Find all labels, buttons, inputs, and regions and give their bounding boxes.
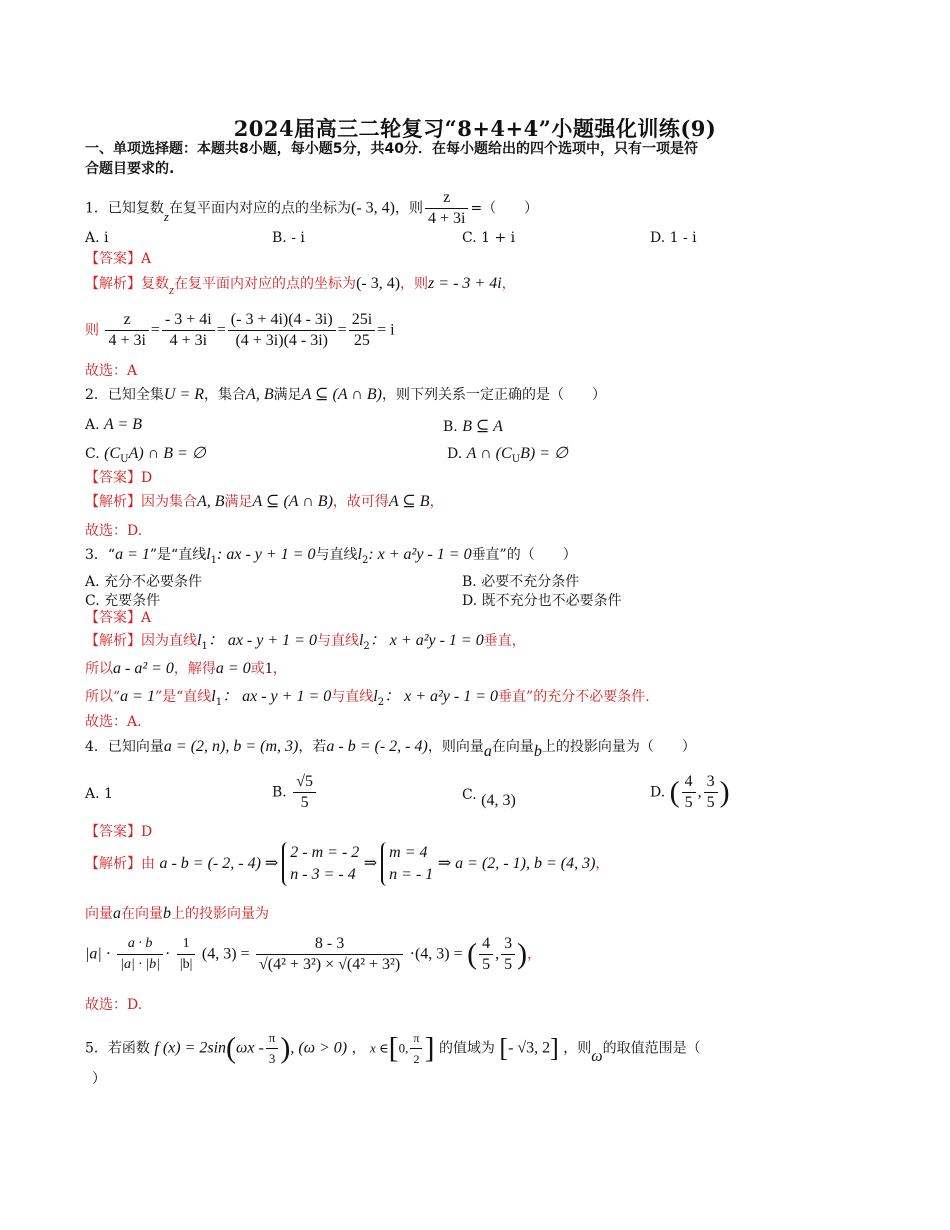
q4-option-a[interactable]: A. 1 bbox=[85, 786, 113, 802]
q4-solution-3: |a| · $\frac{a \cdot b}{|a| \cdot |b|}$ · $\frac{1}{|b|}$ (4, 3) = $\frac{8 - 3}{\text{√(4² + 3²) × √(4² + 3²)}}$ ·(4, 3) = ( $\frac{4}{5}$ , $\frac{3}{5}$ )， bbox=[85, 935, 542, 973]
q5-stem: 5．若函数 f (x) = 2sin(ωx - $\frac{\pi}{3}$ ), (ω > 0) ， x ∈[0, $\frac{\pi}{2}$ ] 的值域为 [- √3, 2] ，则ω的取值范围是（ bbox=[85, 1030, 701, 1066]
q3-solution-2: 所以a - a² = 0，解得a = 0或1， bbox=[85, 660, 287, 677]
q4-conclusion: 故选：D. bbox=[85, 997, 143, 1013]
q3-solution-3: 所以“a = 1”是“直线$l_1$： ax - y + 1 = 0与直线$l_2$： x + a²y - 1 = 0垂直”的充分不必要条件. bbox=[85, 688, 650, 708]
q2-answer: 【答案】D bbox=[85, 470, 153, 486]
q1-option-d[interactable]: D. 1 - i bbox=[650, 230, 697, 246]
q1-option-b[interactable]: B. - i bbox=[272, 230, 305, 246]
q3-answer: 【答案】A bbox=[85, 610, 152, 626]
q3-option-d[interactable]: D. 既不充分也不必要条件 bbox=[462, 593, 622, 609]
q1-stem: 1．已知复数z在复平面内对应的点的坐标为(- 3, 4)，则 $\frac{z}{4 + 3i}$ =（ ） bbox=[85, 189, 539, 227]
q4-solution-2: 向量a在向量b上的投影向量为 bbox=[85, 905, 269, 922]
q1-option-c[interactable]: C. 1 + i bbox=[462, 230, 516, 246]
q2-option-d[interactable]: D. A ∩ $(C_UB)$ = ∅ bbox=[447, 445, 568, 465]
section-heading-2: 合题目要求的. bbox=[85, 161, 175, 177]
q3-option-c[interactable]: C. 充要条件 bbox=[85, 593, 161, 609]
q1-option-a[interactable]: A. i bbox=[85, 230, 109, 246]
q3-solution-1: 【解析】因为直线$l_1$： ax - y + 1 = 0与直线$l_2$： x + a²y - 1 = 0垂直， bbox=[85, 632, 526, 652]
q2-solution: 【解析】因为集合A, B满足A ⊆ (A ∩ B)，故可得A ⊆ B， bbox=[85, 493, 444, 510]
q2-option-c[interactable]: C. $(C_UA)$ ∩ B = ∅ bbox=[85, 445, 206, 465]
q1-solution-2: 则 $\frac{z}{4 + 3i}$ = $\frac{- 3 + 4i}{4 + 3i}$ = $\frac{(- 3 + 4i)(4 - 3i)}{(4 + 3i)(4 - 3i)}$ = $\frac{25i}{25}$ = i bbox=[85, 311, 395, 349]
q3-option-b[interactable]: B. 必要不充分条件 bbox=[462, 574, 580, 590]
section-heading-1: 一、单项选择题：本题共8小题，每小题5分，共40分．在每小题给出的四个选项中，只有一项是符 bbox=[85, 141, 698, 157]
q3-stem: 3．“a = 1”是“直线$l_1$: ax - y + 1 = 0与直线$l_2$: x + a²y - 1 = 0垂直”的（ ） bbox=[85, 546, 577, 566]
q5-close-paren: ） bbox=[92, 1071, 106, 1087]
q3-option-a[interactable]: A. 充分不必要条件 bbox=[85, 574, 203, 590]
q4-solution-1: 【解析】由 a - b = (- 2, - 4) ⇒ 2 - m = - 2 n - 3 = - 4 ⇒ m = 4 n = - 1 ⇒ a = (2, - 1), b = (4, 3)， bbox=[85, 842, 609, 886]
q4-option-c[interactable]: C. (4, 3) bbox=[462, 787, 516, 809]
q4-answer: 【答案】D bbox=[85, 824, 153, 840]
q1-answer: 【答案】A bbox=[85, 251, 152, 267]
q4-option-d[interactable]: D. ( $\frac{4}{5}$ , $\frac{3}{5}$ ) bbox=[650, 773, 730, 811]
q4-stem: 4．已知向量a = (2, n), b = (m, 3)，若a - b = (- 2, - 4)，则向量a在向量b上的投影向量为（ ） bbox=[85, 738, 696, 760]
q1-fraction: $\frac{z}{4 + 3i}$ bbox=[425, 188, 468, 229]
page-title: 2024届高三二轮复习“8+4+4”小题强化训练(9) bbox=[233, 116, 717, 141]
q3-conclusion: 故选：A. bbox=[85, 714, 142, 730]
q1-solution-1: 【解析】复数z在复平面内对应的点的坐标为(- 3, 4)，则z = - 3 + 4i， bbox=[85, 275, 516, 297]
q2-option-a[interactable]: A. A = B bbox=[85, 416, 143, 433]
q4-option-b[interactable]: B. $\frac{√5}{5}$ bbox=[272, 772, 318, 813]
q2-stem: 2．已知全集U = R，集合A, B满足A ⊆ (A ∩ B)，则下列关系一定正确的是（ ） bbox=[85, 386, 606, 403]
q1-conclusion: 故选：A bbox=[85, 363, 138, 379]
q2-conclusion: 故选：D. bbox=[85, 523, 143, 539]
q2-option-b[interactable]: B. B ⊆ A bbox=[443, 418, 503, 435]
